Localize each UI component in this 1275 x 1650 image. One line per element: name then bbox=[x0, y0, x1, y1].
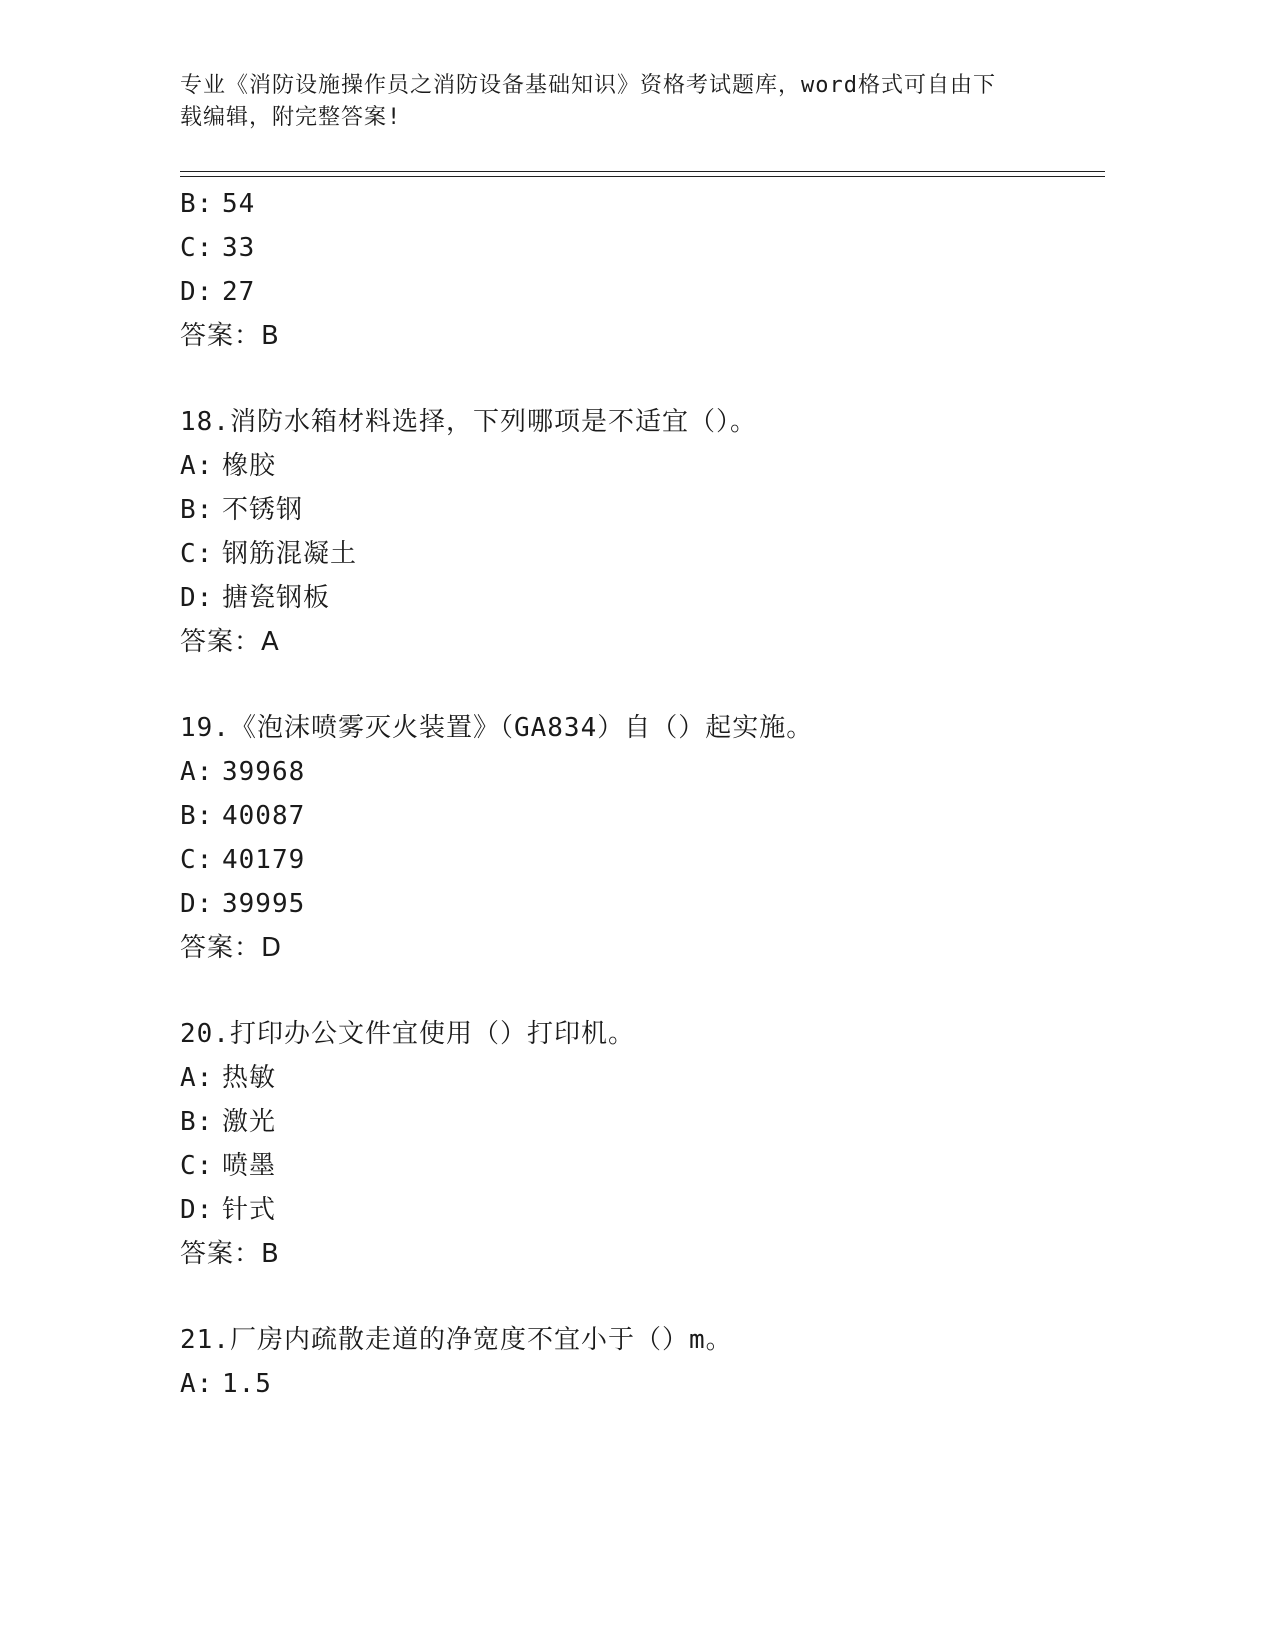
option-letter: D: bbox=[180, 277, 214, 307]
option-text: 激光 bbox=[222, 1107, 277, 1137]
option-c bbox=[180, 532, 1105, 576]
option-letter: C: bbox=[180, 845, 214, 875]
option-text: 39995 bbox=[222, 889, 306, 919]
option-letter: A: bbox=[180, 1063, 214, 1093]
option-letter: D: bbox=[180, 1195, 214, 1225]
option-letter: B: bbox=[180, 1107, 214, 1137]
answer-line: 答案：D bbox=[180, 933, 283, 963]
option-b bbox=[180, 488, 1105, 532]
option-text: 热敏 bbox=[222, 1063, 277, 1093]
option-letter: C: bbox=[180, 1151, 214, 1181]
question-stem: 20.打印办公文件宜使用（）打印机。 bbox=[180, 1019, 635, 1049]
option-c bbox=[180, 226, 1105, 270]
option-b bbox=[180, 1100, 1105, 1144]
option-letter: A: bbox=[180, 451, 214, 481]
option-text: 40179 bbox=[222, 845, 306, 875]
option-b bbox=[180, 794, 1105, 838]
header-line-2: 载编辑，附完整答案! bbox=[180, 105, 402, 130]
option-text: 搪瓷钢板 bbox=[222, 583, 331, 613]
question-stem: 19.《泡沫喷雾灭火装置》（GA834）自（）起实施。 bbox=[180, 713, 814, 743]
option-d bbox=[180, 576, 1105, 620]
option-letter: D: bbox=[180, 889, 214, 919]
header-line-1: 专业《消防设施操作员之消防设备基础知识》资格考试题库，word格式可自由下 bbox=[180, 73, 996, 98]
page-header bbox=[180, 70, 1060, 134]
option-letter: B: bbox=[180, 495, 214, 525]
option-text: 39968 bbox=[222, 757, 306, 787]
option-text: 钢筋混凝土 bbox=[222, 539, 358, 569]
option-d bbox=[180, 882, 1105, 926]
option-text: 1.5 bbox=[222, 1369, 272, 1399]
option-b bbox=[180, 182, 1105, 226]
option-d bbox=[180, 270, 1105, 314]
option-a bbox=[180, 1362, 1105, 1406]
option-text: 33 bbox=[222, 233, 256, 263]
option-c bbox=[180, 1144, 1105, 1188]
header-rule-top bbox=[180, 171, 1105, 172]
answer-line: 答案：B bbox=[180, 1239, 280, 1269]
option-d bbox=[180, 1188, 1105, 1232]
option-letter: A: bbox=[180, 757, 214, 787]
option-letter: D: bbox=[180, 583, 214, 613]
option-c bbox=[180, 838, 1105, 882]
option-a bbox=[180, 444, 1105, 488]
option-text: 橡胶 bbox=[222, 451, 277, 481]
option-text: 针式 bbox=[222, 1195, 277, 1225]
option-text: 不锈钢 bbox=[222, 495, 304, 525]
option-letter: C: bbox=[180, 539, 214, 569]
option-text: 54 bbox=[222, 189, 256, 219]
option-text: 40087 bbox=[222, 801, 306, 831]
option-letter: B: bbox=[180, 801, 214, 831]
option-letter: A: bbox=[180, 1369, 214, 1399]
answer-line: 答案：B bbox=[180, 321, 280, 351]
question-list bbox=[180, 182, 1105, 1406]
option-text: 27 bbox=[222, 277, 256, 307]
option-letter: B: bbox=[180, 189, 214, 219]
answer-line: 答案：A bbox=[180, 627, 280, 657]
option-text: 喷墨 bbox=[222, 1151, 277, 1181]
option-a bbox=[180, 750, 1105, 794]
option-a bbox=[180, 1056, 1105, 1100]
question-stem: 21.厂房内疏散走道的净宽度不宜小于（）m。 bbox=[180, 1325, 733, 1355]
question-stem: 18.消防水箱材料选择，下列哪项是不适宜（）。 bbox=[180, 407, 757, 437]
option-letter: C: bbox=[180, 233, 214, 263]
header-rule-bottom bbox=[180, 176, 1105, 177]
